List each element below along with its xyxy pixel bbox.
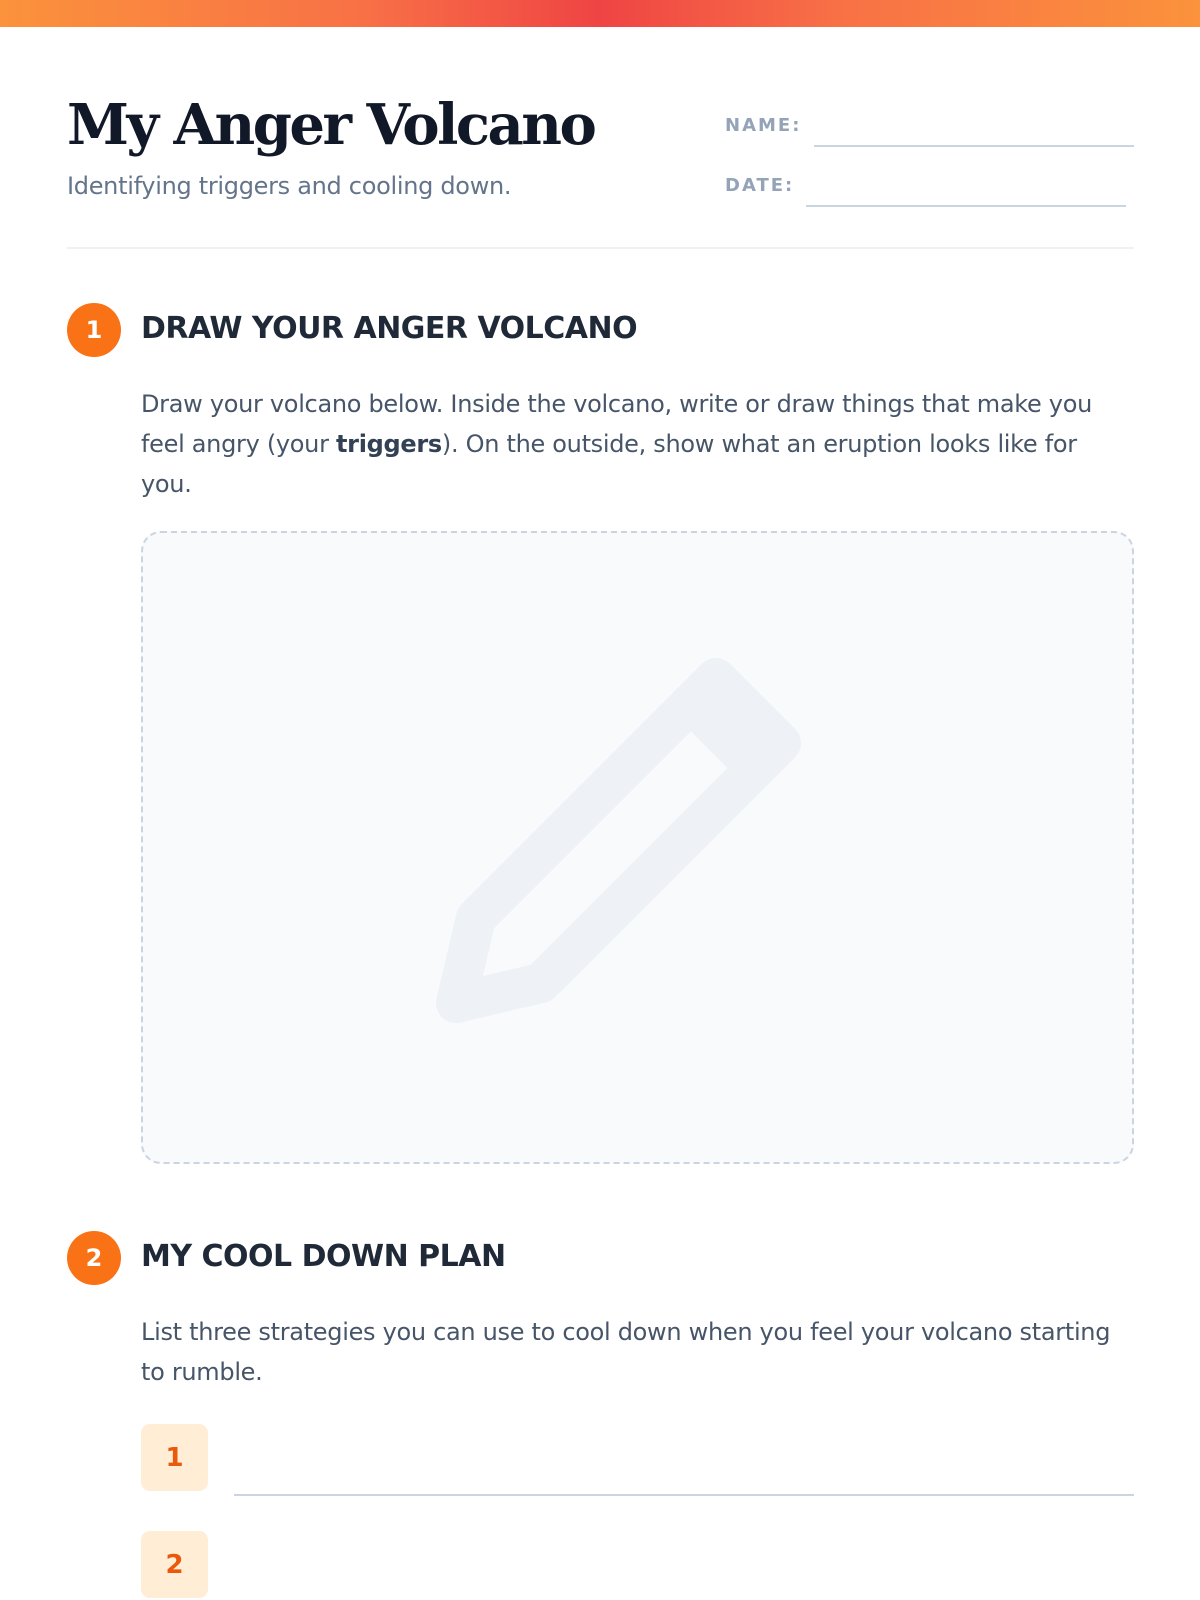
instructions-keyword-triggers: triggers	[336, 430, 442, 458]
section-instructions-cool-down: List three strategies you can use to cool down when you feel your volcano starting to rumble.	[141, 1318, 1111, 1386]
page-title: My Anger Volcano	[67, 92, 595, 158]
strategy-answer-line-1[interactable]	[234, 1494, 1134, 1496]
date-label: DATE:	[725, 175, 795, 196]
name-label: NAME:	[725, 115, 802, 136]
section-instructions-draw	[141, 384, 1134, 504]
instructions-text-part: Draw your volcano below. Inside the volcano, write or draw things that make you feel angry (your	[141, 390, 1093, 458]
step-badge-1: 1	[67, 303, 121, 357]
date-field[interactable]	[806, 205, 1126, 207]
step-badge-2: 2	[67, 1231, 121, 1285]
strategy-number-2: 2	[141, 1531, 208, 1598]
page-subtitle: Identifying triggers and cooling down.	[67, 172, 512, 200]
strategy-number-1: 1	[141, 1424, 208, 1491]
name-field[interactable]	[814, 145, 1134, 147]
header-divider	[67, 247, 1134, 249]
instructions-text-part: ). On the outside, show what an eruption looks like for you.	[141, 430, 1077, 498]
section-title-draw: DRAW YOUR ANGER VOLCANO	[141, 311, 638, 346]
pencil-icon	[436, 648, 836, 1048]
section-title-cool-down: MY COOL DOWN PLAN	[141, 1239, 506, 1274]
top-gradient-bar	[0, 0, 1200, 27]
